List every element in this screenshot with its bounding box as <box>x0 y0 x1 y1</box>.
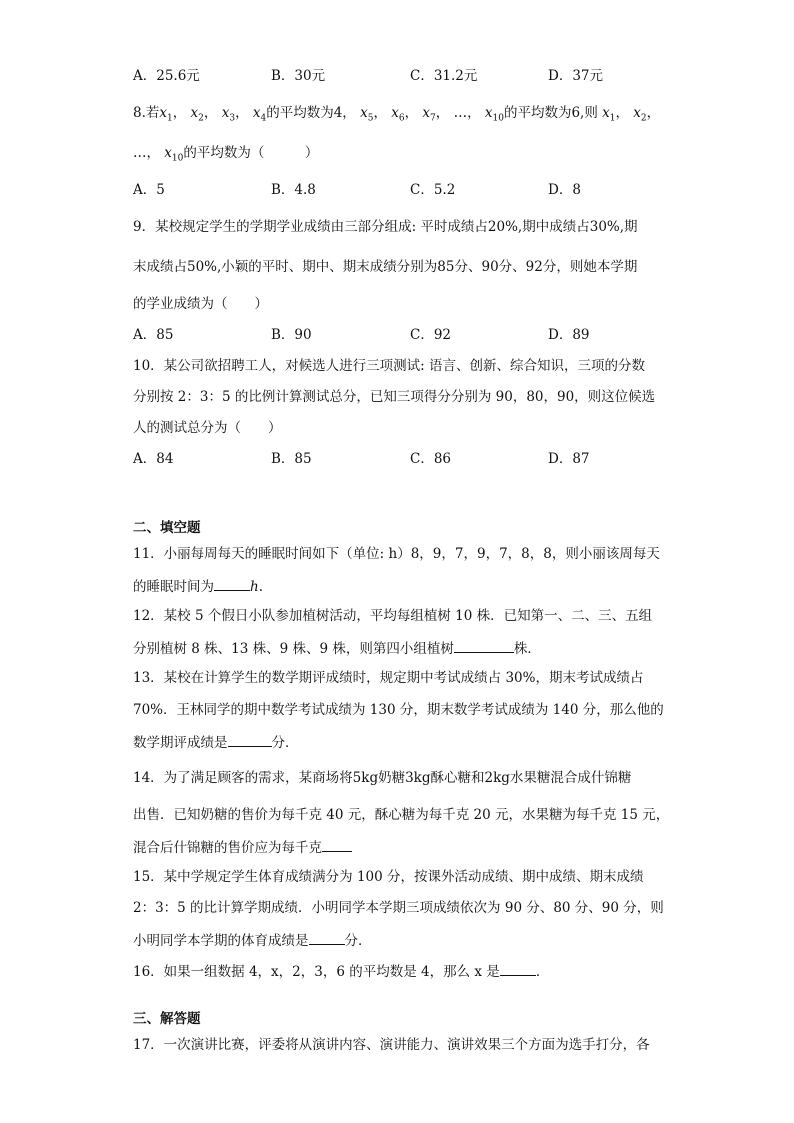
var-x: x <box>190 105 199 121</box>
q10-option-d: D．87 <box>548 451 590 467</box>
ellipsis: … <box>453 105 468 121</box>
var-x: x <box>164 145 172 161</box>
q11-line-1: 11．小丽每周每天的睡眠时间如下（单位: h）8，9，7，9，7，8，8，则小丽该周每天 <box>133 546 660 562</box>
q8-number: 8.若 <box>133 105 160 121</box>
sub: 1 <box>167 113 173 124</box>
sub: 2 <box>198 113 204 124</box>
sub: 3 <box>229 113 236 124</box>
q11-line-2 <box>133 576 263 596</box>
q7-option-b: B．30元 <box>271 68 326 84</box>
sub: 1 <box>609 113 616 124</box>
q9-option-c: C．92 <box>410 327 452 343</box>
answer-blank[interactable] <box>500 961 536 976</box>
sep: ， <box>172 105 187 121</box>
q13-text: 分． <box>271 735 299 751</box>
var-x: x <box>484 105 493 121</box>
sub: 4 <box>260 113 267 124</box>
q14-line-2: 出售．已知奶糖的售价为每千克 40 元，酥心糖为每千克 20 元，水果糖为每千克 15 元， <box>133 807 670 823</box>
q10-line-3: 人的测试总分为（ ） <box>133 420 282 436</box>
sub: 2 <box>640 113 647 124</box>
q12-line-2 <box>133 638 541 658</box>
ellipsis: … <box>133 145 147 161</box>
sep: ， <box>146 145 160 161</box>
q8-text: 的平均数为4， <box>266 105 356 121</box>
sub: 10 <box>171 153 184 164</box>
sep: ， <box>235 105 249 121</box>
q14-line-1: 14．为了满足顾客的需求，某商场将5kg奶糖3kg酥心糖和2kg水果糖混合成什锦糖 <box>133 770 632 786</box>
var-x: x <box>221 105 230 121</box>
q14-line-3 <box>133 837 352 857</box>
q9-line-3: 的学业成绩为（ ） <box>133 296 268 312</box>
q15-line-2: 2：3：5 的比计算学期成绩．小明同学本学期三项成绩依次为 90 分、80 分、90 分，则 <box>133 900 664 916</box>
q9-line-1: 9．某校规定学生的学期学业成绩由三部分组成: 平时成绩占20%,期中成绩占30%,期 <box>133 219 638 235</box>
answer-blank[interactable] <box>322 837 352 852</box>
sub: 10 <box>492 113 504 124</box>
section-heading-solve: 三、解答题 <box>133 1011 201 1027</box>
q9-option-b: B．90 <box>271 327 312 343</box>
sep: ， <box>404 105 419 121</box>
q10-option-b: B．85 <box>271 451 312 467</box>
answer-blank[interactable] <box>228 732 272 747</box>
answer-blank[interactable] <box>454 638 514 653</box>
q12-text: 分别植树 8 株、13 株、9 株、9 株，则第四小组植树 <box>133 641 454 657</box>
q10-line-2: 分别按 2：3：5 的比例计算测试总分，已知三项得分分别为 90，80，90，则这位候选 <box>133 389 656 405</box>
section-heading-fill-blank: 二、填空题 <box>133 520 201 536</box>
q10-option-a: A．84 <box>133 451 174 467</box>
q13-text: 数学期评成绩是 <box>133 735 228 751</box>
q14-text: 混合后什锦糖的售价应为每千克 <box>133 840 322 856</box>
sep: ， <box>435 105 450 121</box>
q15-line-3 <box>133 930 372 950</box>
q17-line-1: 17．一次演讲比赛，评委将从演讲内容、演讲能力、演讲效果三个方面为选手打分，各 <box>133 1037 650 1053</box>
q9-line-2: 末成绩占50%,小颖的平时、期中、期末成绩分别为85分、90分、92分，则她本学期 <box>133 259 638 275</box>
sub: 5 <box>367 113 374 124</box>
q10-option-c: C．86 <box>410 451 452 467</box>
q16-text: 16．如果一组数据 4，x，2，3，6 的平均数是 4，那么 x 是 <box>133 964 500 980</box>
q8-text: 的平均数为（ ） <box>183 145 319 161</box>
var-x: x <box>633 105 641 121</box>
q15-text: 小明同学本学期的体育成绩是 <box>133 933 309 949</box>
q9-option-a: A．85 <box>133 327 174 343</box>
sep: ， <box>615 105 629 121</box>
sep: ， <box>646 105 661 121</box>
var-x: x <box>422 105 431 121</box>
answer-blank[interactable] <box>309 930 345 945</box>
q8-option-b: B．4.8 <box>271 182 316 198</box>
sep: ， <box>373 105 387 121</box>
q7-option-d: D．37元 <box>548 68 604 84</box>
q13-line-3 <box>133 732 299 752</box>
q7-option-c: C．31.2元 <box>410 68 478 84</box>
var-x: x <box>602 105 610 121</box>
sub: 6 <box>398 113 405 124</box>
period: ． <box>535 964 550 980</box>
q7-option-a: A．25.6元 <box>133 68 200 84</box>
q8-text: 的平均数为6,则 <box>503 105 598 121</box>
var-x: x <box>391 105 399 121</box>
q11-text: 的睡眠时间为 <box>133 579 214 595</box>
q15-text: 分． <box>344 933 372 949</box>
q8-line-1 <box>133 104 660 128</box>
q8-option-c: C．5.2 <box>410 182 456 198</box>
q10-line-1: 10．某公司欲招聘工人，对候选人进行三项测试: 语言、创新、综合知识，三项的分数 <box>133 358 646 374</box>
q8-option-d: D．8 <box>548 182 581 198</box>
q16-line-1 <box>133 961 549 981</box>
sep: ， <box>467 105 481 121</box>
q12-line-1: 12．某校 5 个假日小队参加植树活动，平均每组植树 10 株．已知第一、二、三、五组 <box>133 608 653 624</box>
var-x: x <box>159 105 168 121</box>
unit-h: h <box>250 579 259 595</box>
q13-line-1: 13．某校在计算学生的数学期评成绩时，规定期中考试成绩占 30%，期末考试成绩占 <box>133 670 644 686</box>
q9-option-d: D．89 <box>548 327 590 343</box>
period: . <box>258 579 263 595</box>
var-x: x <box>252 105 261 121</box>
q8-line-2 <box>133 144 318 168</box>
sep: ， <box>203 105 218 121</box>
q15-line-1: 15．某中学规定学生体育成绩满分为 100 分，按课外活动成绩、期中成绩、期末成绩 <box>133 869 644 885</box>
q12-text: 株． <box>513 641 541 657</box>
q13-line-2: 70%．王林同学的期中数学考试成绩为 130 分，期末数学考试成绩为 140 分，那么他的 <box>133 702 664 718</box>
sub: 7 <box>430 113 436 124</box>
var-x: x <box>360 105 368 121</box>
answer-blank[interactable] <box>214 576 250 591</box>
q8-option-a: A．5 <box>133 182 165 198</box>
